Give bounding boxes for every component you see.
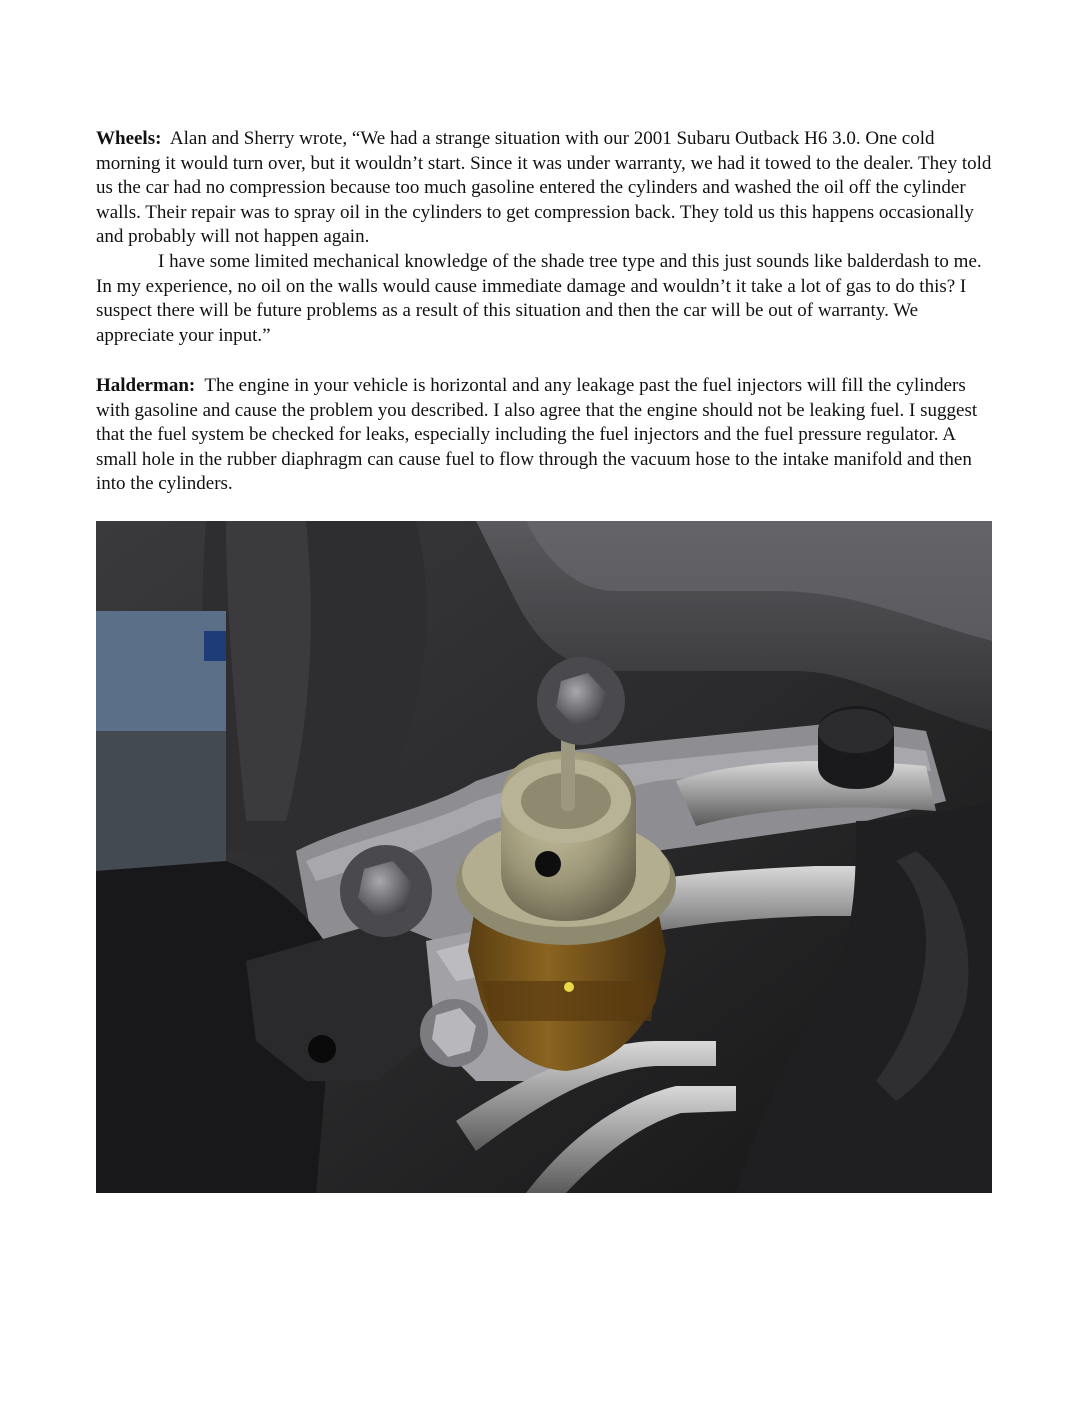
halderman-paragraph [96,374,996,497]
engine-photo [96,521,992,1193]
fuel-pressure-regulator-photo-icon [96,521,992,1193]
wheels-paragraph-1 [96,127,996,250]
halderman-answer [96,374,996,497]
wheels-question [96,127,996,348]
wheels-label: Wheels: [96,128,162,149]
halderman-text: The engine in your vehicle is horizontal and any leakage past the fuel injectors will fill the cylinders with gasoline and cause the problem you described. I also agree that the engine should not be leaking fuel. I suggest that the fuel system be checked for leaks, especially including the fuel injectors and the fuel pressure regulator. A small hole in the rubber diaphragm can cause fuel to flow through the vacuum hose to the intake manifold and then into the cylinders. [96,375,978,495]
halderman-label: Halderman: [96,375,196,396]
wheels-intro-text: Alan and Sherry wrote, “We had a strange situation with our 2001 Subaru Outback H6 3.0. One cold morning it would turn over, but it wouldn’t start. Since it was under warranty, we had it towed to the dealer. They told us the car had no compression because too much gasoline entered the cylinders and washed the oil off the cylinder walls. Their repair was to spray oil in the cylinders to get compression back. They told us this happens occasionally and probably will not happen again. [96,128,992,248]
wheels-paragraph-2: I have some limited mechanical knowledge of the shade tree type and this just sounds like balderdash to me. In my experience, no oil on the walls would cause immediate damage and wouldn’t it take a lot of gas to do this? I suspect there will be future problems as a result of this situation and then the car will be out of warranty. We appreciate your input.” [96,250,982,346]
